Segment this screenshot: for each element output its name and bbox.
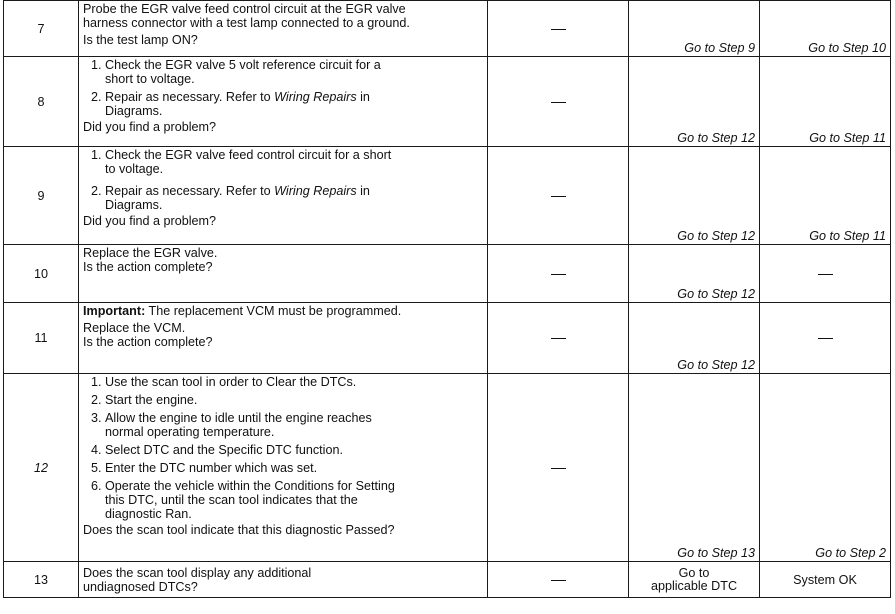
question-text: undiagnosed DTCs? bbox=[83, 580, 198, 594]
item-number: 1. bbox=[91, 148, 102, 162]
value-cell bbox=[488, 147, 629, 245]
item-number: 2. bbox=[91, 393, 102, 407]
yes-result: Go to Step 12 bbox=[677, 358, 755, 372]
yes-result: Go to Step 9 bbox=[684, 41, 755, 55]
yes-cell bbox=[629, 245, 760, 303]
no-cell bbox=[760, 245, 891, 303]
step-number: 9 bbox=[4, 147, 79, 245]
value-cell bbox=[488, 57, 629, 147]
step-list bbox=[83, 375, 487, 521]
yes-cell bbox=[629, 303, 760, 374]
action-cell bbox=[79, 1, 488, 57]
no-result: Go to Step 11 bbox=[809, 131, 886, 145]
table-row-step-8 bbox=[4, 57, 891, 147]
wiring-repairs-ref: Wiring Repairs bbox=[274, 184, 357, 198]
value-cell bbox=[488, 303, 629, 374]
action-cell bbox=[79, 374, 488, 562]
item-number: 3. bbox=[91, 411, 102, 425]
table-row-step-10 bbox=[4, 245, 891, 303]
yes-result: Go to bbox=[678, 565, 710, 580]
yes-result: Go to Step 12 bbox=[677, 229, 755, 243]
dash-mark bbox=[551, 468, 566, 469]
item-text: Check the EGR valve 5 volt reference circuit for a bbox=[105, 58, 381, 72]
item-text: this DTC, until the scan tool indicates that the bbox=[105, 493, 358, 507]
yes-cell bbox=[629, 57, 760, 147]
list-item bbox=[83, 411, 487, 439]
item-number: 6. bbox=[91, 479, 102, 493]
value-cell bbox=[488, 1, 629, 57]
list-item bbox=[83, 90, 487, 118]
no-cell bbox=[760, 57, 891, 147]
yes-cell bbox=[629, 147, 760, 245]
value-cell bbox=[488, 562, 629, 598]
no-cell bbox=[760, 147, 891, 245]
no-cell bbox=[760, 1, 891, 57]
item-text: short to voltage. bbox=[105, 72, 195, 86]
action-cell bbox=[79, 303, 488, 374]
table-row-step-12 bbox=[4, 374, 891, 562]
item-text: to voltage. bbox=[105, 162, 164, 176]
action-cell bbox=[79, 562, 488, 598]
list-item bbox=[83, 393, 487, 407]
item-number: 2. bbox=[91, 90, 102, 104]
yes-result: Go to Step 12 bbox=[677, 131, 755, 145]
dash-mark bbox=[818, 274, 833, 275]
item-text: Operate the vehicle within the Conditions for Setting bbox=[105, 479, 395, 493]
dash-mark bbox=[551, 196, 566, 197]
table-row-step-9 bbox=[4, 147, 891, 245]
action-cell bbox=[79, 245, 488, 303]
item-number: 5. bbox=[91, 461, 102, 475]
question-text: Is the action complete? bbox=[83, 260, 213, 274]
list-item bbox=[83, 479, 487, 521]
item-text: diagnostic Ran. bbox=[105, 507, 192, 521]
no-cell bbox=[760, 303, 891, 374]
dash-mark bbox=[818, 338, 833, 339]
yes-result: applicable DTC bbox=[650, 578, 738, 593]
list-item bbox=[83, 461, 487, 475]
yes-cell bbox=[629, 562, 760, 598]
action-cell bbox=[79, 147, 488, 245]
item-text: normal operating temperature. bbox=[105, 425, 275, 439]
step-number: 10 bbox=[4, 245, 79, 303]
dash-mark bbox=[551, 29, 566, 30]
table-row-step-7 bbox=[4, 1, 891, 57]
dash-mark bbox=[551, 102, 566, 103]
action-line: Replace the EGR valve. bbox=[83, 246, 218, 260]
no-cell bbox=[760, 562, 891, 598]
question-text: Is the test lamp ON? bbox=[83, 33, 198, 47]
item-number: 2. bbox=[91, 184, 102, 198]
list-item bbox=[83, 58, 487, 86]
wiring-repairs-ref: Wiring Repairs bbox=[274, 90, 357, 104]
question-text: Does the scan tool display any additional bbox=[83, 566, 312, 580]
question-text: Did you find a problem? bbox=[83, 120, 217, 134]
dash-mark bbox=[551, 338, 566, 339]
step-list bbox=[83, 58, 487, 118]
item-text: Repair as necessary. Refer to Wiring Repairs in bbox=[105, 90, 370, 104]
list-item bbox=[83, 148, 487, 176]
important-note: Important: The replacement VCM must be programmed. bbox=[83, 304, 402, 318]
no-result: System OK bbox=[793, 572, 857, 587]
question-text: Does the scan tool indicate that this diagnostic Passed? bbox=[83, 523, 395, 537]
yes-cell bbox=[629, 1, 760, 57]
item-text: Repair as necessary. Refer to Wiring Repairs in bbox=[105, 184, 370, 198]
item-text: Check the EGR valve feed control circuit for a short bbox=[105, 148, 392, 162]
item-number: 1. bbox=[91, 375, 102, 389]
yes-result: Go to Step 12 bbox=[677, 287, 755, 301]
no-cell bbox=[760, 374, 891, 562]
step-number: 11 bbox=[4, 303, 79, 374]
step-number: 13 bbox=[4, 562, 79, 598]
step-list bbox=[83, 148, 487, 212]
action-line: harness connector with a test lamp connected to a ground. bbox=[83, 16, 410, 30]
item-text: Start the engine. bbox=[105, 393, 198, 407]
no-result: Go to Step 2 bbox=[815, 546, 886, 560]
no-result: Go to Step 10 bbox=[808, 41, 886, 55]
list-item bbox=[83, 375, 487, 389]
list-item bbox=[83, 184, 487, 212]
diagnostic-table bbox=[3, 0, 891, 598]
action-cell bbox=[79, 57, 488, 147]
important-label: Important: bbox=[83, 304, 146, 318]
item-text: Diagrams. bbox=[105, 198, 163, 212]
value-cell bbox=[488, 245, 629, 303]
yes-result: Go to Step 13 bbox=[677, 546, 755, 560]
item-text: Diagrams. bbox=[105, 104, 163, 118]
step-number: 8 bbox=[4, 57, 79, 147]
question-text: Did you find a problem? bbox=[83, 214, 217, 228]
value-cell bbox=[488, 374, 629, 562]
yes-cell bbox=[629, 374, 760, 562]
diagnostic-table-page bbox=[3, 0, 890, 612]
step-number: 7 bbox=[4, 1, 79, 57]
item-text: Allow the engine to idle until the engine reaches bbox=[105, 411, 372, 425]
step-number bbox=[4, 374, 79, 562]
dash-mark bbox=[551, 274, 566, 275]
table-row-step-11 bbox=[4, 303, 891, 374]
no-result: Go to Step 11 bbox=[809, 229, 886, 243]
item-text: Select DTC and the Specific DTC function. bbox=[105, 443, 343, 457]
table-row-step-13 bbox=[4, 562, 891, 598]
item-number: 1. bbox=[91, 58, 102, 72]
action-line: Replace the VCM. bbox=[83, 321, 186, 335]
question-text: Is the action complete? bbox=[83, 335, 213, 349]
item-text: Enter the DTC number which was set. bbox=[105, 461, 318, 475]
item-number: 4. bbox=[91, 443, 102, 457]
dash-mark bbox=[551, 580, 566, 581]
action-line: Probe the EGR valve feed control circuit at the EGR valve bbox=[83, 2, 406, 16]
list-item bbox=[83, 443, 487, 457]
step-number-text: 12 bbox=[33, 460, 48, 475]
item-text: Use the scan tool in order to Clear the DTCs. bbox=[105, 375, 357, 389]
